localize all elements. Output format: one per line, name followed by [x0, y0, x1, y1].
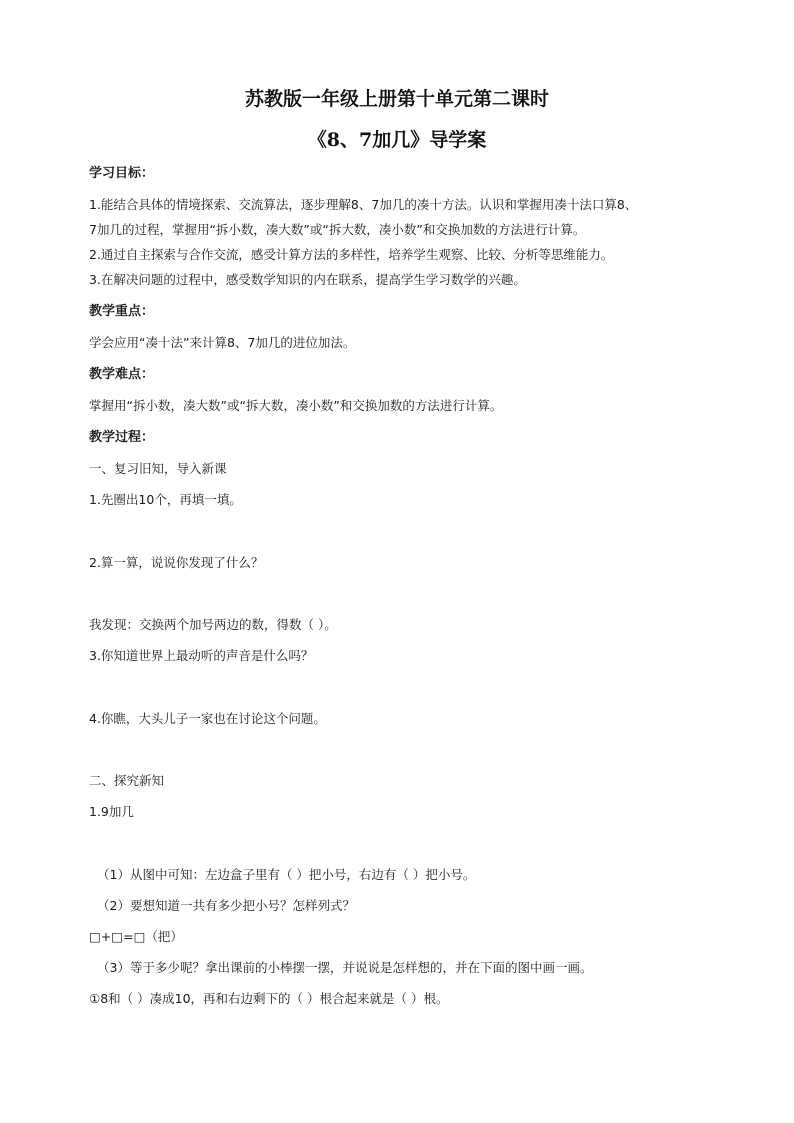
- part2-formula: □+□=□（把）: [89, 929, 183, 944]
- document-title: 苏教版一年级上册第十单元第二课时: [244, 88, 549, 110]
- document-subtitle: 《8、7加几》导学案: [307, 129, 487, 151]
- part2-step-2: （2）要想知道一共有多少把小号？怎样列式？: [97, 898, 355, 913]
- process-heading: 教学过程：: [89, 430, 155, 445]
- part2-step-4: ①8和（ ）凑成10，再和右边剩下的（ ）根合起来就是（ ）根。: [89, 991, 449, 1006]
- goal-item-2: 2.通过自主探索与合作交流，感受计算方法的多样性，培养学生观察、比较、分析等思维能力。: [89, 247, 614, 262]
- part1-finding: 我发现：交换两个加号两边的数，得数（ ）。: [89, 617, 337, 632]
- difficulty-text: 掌握用“拆小数，凑大数”或“拆大数，凑小数”和交换加数的方法进行计算。: [89, 398, 503, 413]
- part1-question-3: 3.你知道世界上最动听的声音是什么吗？: [89, 648, 314, 663]
- part2-subsection-1: 1.9加几: [89, 804, 134, 819]
- difficulty-heading: 教学难点：: [89, 367, 155, 382]
- part1-question-1: 1.先圈出10个，再填一填。: [89, 492, 242, 507]
- part1-question-2: 2.算一算，说说你发现了什么？: [89, 555, 264, 570]
- goal-item-1a: 1.能结合具体的情境探索、交流算法，逐步理解8、7加几的凑十方法。认识和掌握用凑十法口算8、: [89, 197, 638, 212]
- goal-item-3: 3.在解决问题的过程中，感受数学知识的内在联系，提高学生学习数学的兴趣。: [89, 272, 526, 287]
- part2-step-3: （3）等于多少呢？拿出课前的小棒摆一摆，并说说是怎样想的，并在下面的图中画一画。: [97, 960, 593, 975]
- key-point-heading: 教学重点：: [89, 304, 155, 319]
- goals-heading: 学习目标：: [89, 166, 155, 181]
- part2-title: 二、探究新知: [89, 773, 165, 788]
- part2-step-1: （1）从图中可知：左边盒子里有（ ）把小号，右边有（ ）把小号。: [97, 867, 476, 882]
- key-point-text: 学会应用“凑十法”来计算8、7加几的进位加法。: [89, 335, 356, 350]
- part1-question-4: 4.你瞧，大头儿子一家也在讨论这个问题。: [89, 711, 326, 726]
- part1-title: 一、复习旧知，导入新课: [89, 461, 227, 476]
- goal-item-1b: 7加几的过程，掌握用“拆小数，凑大数”或“拆大数，凑小数”和交换加数的方法进行计算。: [89, 222, 586, 237]
